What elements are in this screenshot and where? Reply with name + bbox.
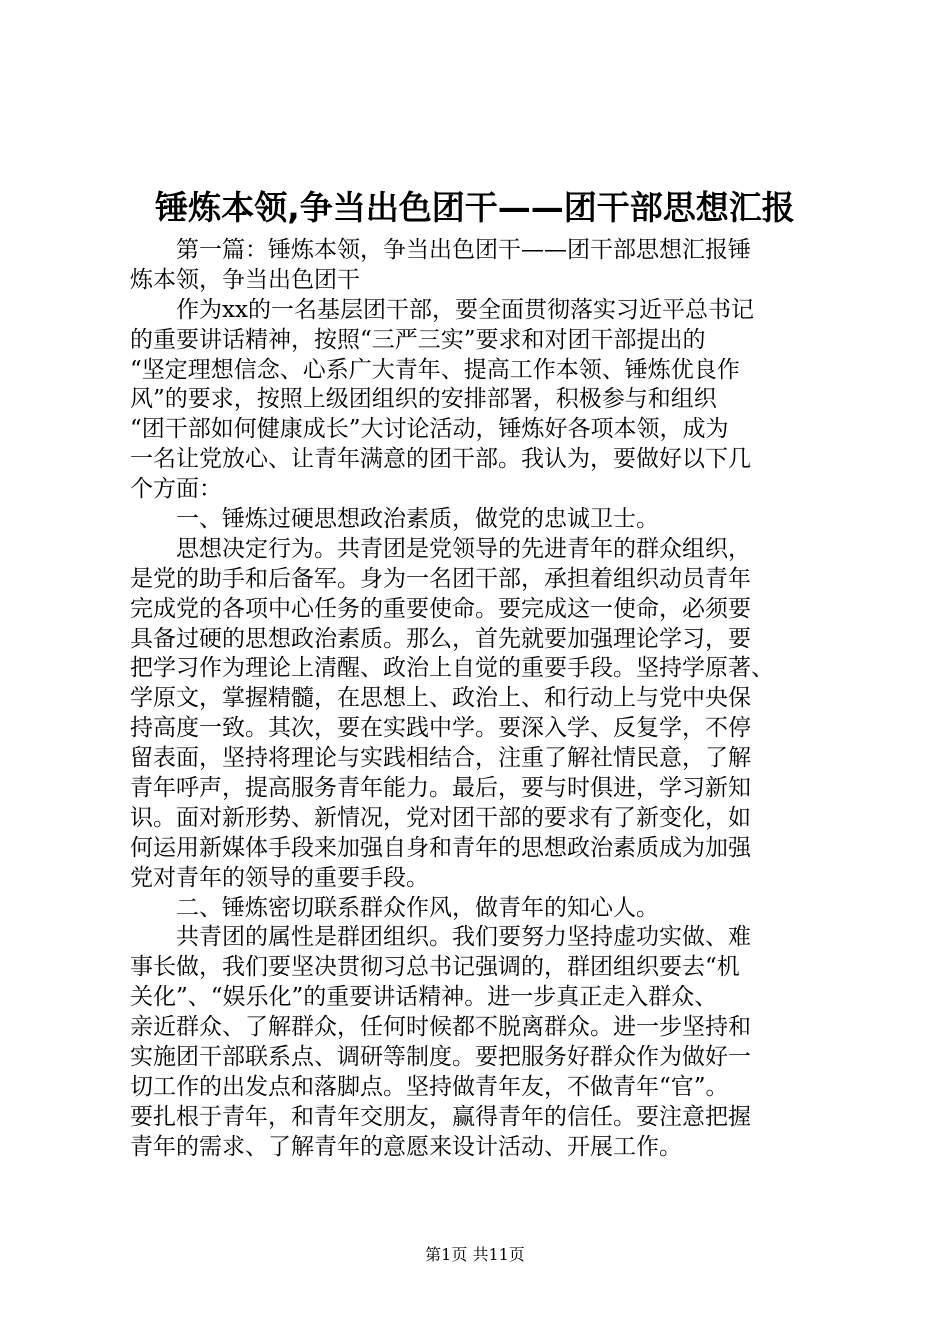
body-line: 炼本领，争当出色团干: [130, 266, 360, 293]
body-line: 学原文，掌握精髓，在思想上、政治上、和行动上与党中央保: [130, 685, 751, 712]
body-line: 一名让党放心、让青年满意的团干部。我认为，要做好以下几: [130, 446, 751, 473]
body-line: 共青团的属性是群团组织。我们要努力坚持虚功实做、难: [130, 924, 751, 951]
body-line: 党对青年的领导的重要手段。: [130, 864, 429, 891]
body-line: 思想决定行为。共青团是党领导的先进青年的群众组织，: [130, 535, 751, 562]
section-heading: 二、锤炼密切联系群众作风，做青年的知心人。: [130, 894, 659, 921]
body-line: 切工作的出发点和落脚点。坚持做青年友，不做青年“官”。: [130, 1073, 729, 1100]
document-body: [130, 236, 830, 1163]
body-line: 青年的需求、了解青年的意愿来设计活动、开展工作。: [130, 1133, 682, 1160]
body-line: 第一篇：锤炼本领，争当出色团干——团干部思想汇报锤: [130, 237, 751, 263]
body-line: 识。面对新形势、新情况，党对团干部的要求有了新变化，如: [130, 804, 751, 831]
document-title: 锤炼本领,争当出色团干——团干部思想汇报: [155, 188, 795, 227]
body-line: 持高度一致。其次，要在实践中学。要深入学、反复学，不停: [130, 715, 751, 742]
body-line: “坚定理想信念、心系广大青年、提高工作本领、锤炼优良作: [130, 356, 740, 383]
body-line: 实施团干部联系点、调研等制度。要把服务好群众作为做好一: [130, 1044, 751, 1071]
body-line: “团干部如何健康成长”大讨论活动，锤炼好各项本领，成为: [130, 416, 729, 443]
body-line: 把学习作为理论上清醒、政治上自觉的重要手段。坚持学原著、: [130, 655, 774, 682]
body-line: 何运用新媒体手段来加强自身和青年的思想政治素质成为加强: [130, 834, 751, 861]
body-line: 完成党的各项中心任务的重要使命。要完成这一使命，必须要: [130, 595, 751, 622]
body-line: 要扎根于青年，和青年交朋友，赢得青年的信任。要注意把握: [130, 1103, 751, 1130]
body-line: 事长做，我们要坚决贯彻习总书记强调的，群团组织要去“机: [130, 954, 740, 981]
body-line: 留表面，坚持将理论与实践相结合，注重了解社情民意，了解: [130, 745, 751, 772]
body-line: 亲近群众、了解群众，任何时候都不脱离群众。进一步坚持和: [130, 1014, 751, 1041]
body-line: 关化”、“娱乐化”的重要讲话精神。进一步真正走入群众、: [130, 984, 718, 1011]
body-line: 具备过硬的思想政治素质。那么，首先就要加强理论学习，要: [130, 625, 751, 652]
body-line: 是党的助手和后备军。身为一名团干部，承担着组织动员青年: [130, 565, 751, 592]
section-heading: 一、锤炼过硬思想政治素质，做党的忠诚卫士。: [130, 506, 659, 533]
body-line: 个方面：: [130, 476, 222, 503]
body-line: 作为xx的一名基层团干部，要全面贯彻落实习近平总书记: [130, 296, 754, 323]
body-line: 的重要讲话精神，按照“三严三实”要求和对团干部提出的: [130, 326, 706, 353]
page-number-footer: 第1页 共11页: [425, 1245, 525, 1264]
body-line: 风”的要求，按照上级团组织的安排部署，积极参与和组织: [130, 386, 717, 413]
body-line: 青年呼声，提高服务青年能力。最后，要与时俱进，学习新知: [130, 775, 751, 802]
